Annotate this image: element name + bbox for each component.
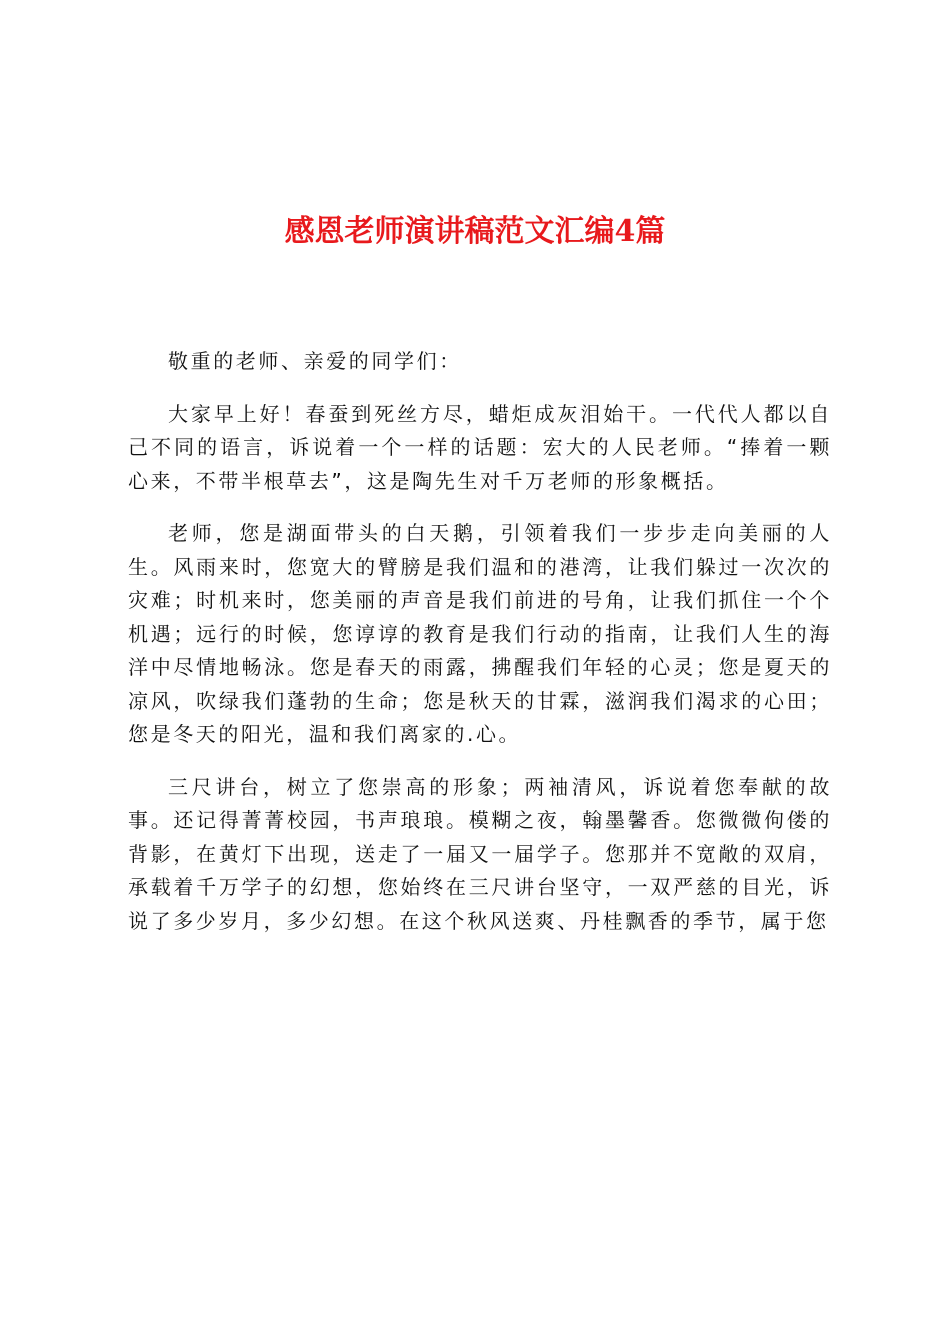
paragraph-2: 老师，您是湖面带头的白天鹅，引领着我们一步步走向美丽的人生。风雨来时，您宽大的臂膀是我们温和的港湾，让我们躲过一次次的灾难；时机来时，您美丽的声音是我们前进的号角，让我们抓住一个个机遇；远行的时候，您谆谆的教育是我们行动的指南，让我们人生的海洋中尽情地畅泳。您是春天的雨露，拂醒我们年轻的心灵；您是夏天的凉风，吹绿我们蓬勃的生命；您是秋天的甘霖，滋润我们渴求的心田；您是冬天的阳光，温和我们离家的.心。 (128, 521, 832, 746)
greeting-line: 敬重的老师、亲爱的同学们： (168, 349, 462, 373)
document-title: 感恩老师演讲稿范文汇编4篇 (284, 214, 666, 249)
paragraph-1: 大家早上好！春蚕到死丝方尽，蜡炬成灰泪始干。一代代人都以自己不同的语言，诉说着一个一样的话题：宏大的人民老师。“捧着一颗心来，不带半根草去”，这是陶先生对千万老师的形象概括。 (128, 401, 832, 493)
paragraph-3: 三尺讲台，树立了您崇高的形象；两袖清风，诉说着您奉献的故事。还记得菁菁校园，书声琅琅。模糊之夜，翰墨馨香。您微微佝偻的背影，在黄灯下出现，送走了一届又一届学子。您那并不宽敞的双肩，承载着千万学子的幻想，您始终在三尺讲台坚守，一双严慈的目光，诉说了多少岁月，多少幻想。在这个秋风送爽、丹桂飘香的季节，属于您 (128, 774, 832, 933)
document-body (128, 345, 832, 938)
